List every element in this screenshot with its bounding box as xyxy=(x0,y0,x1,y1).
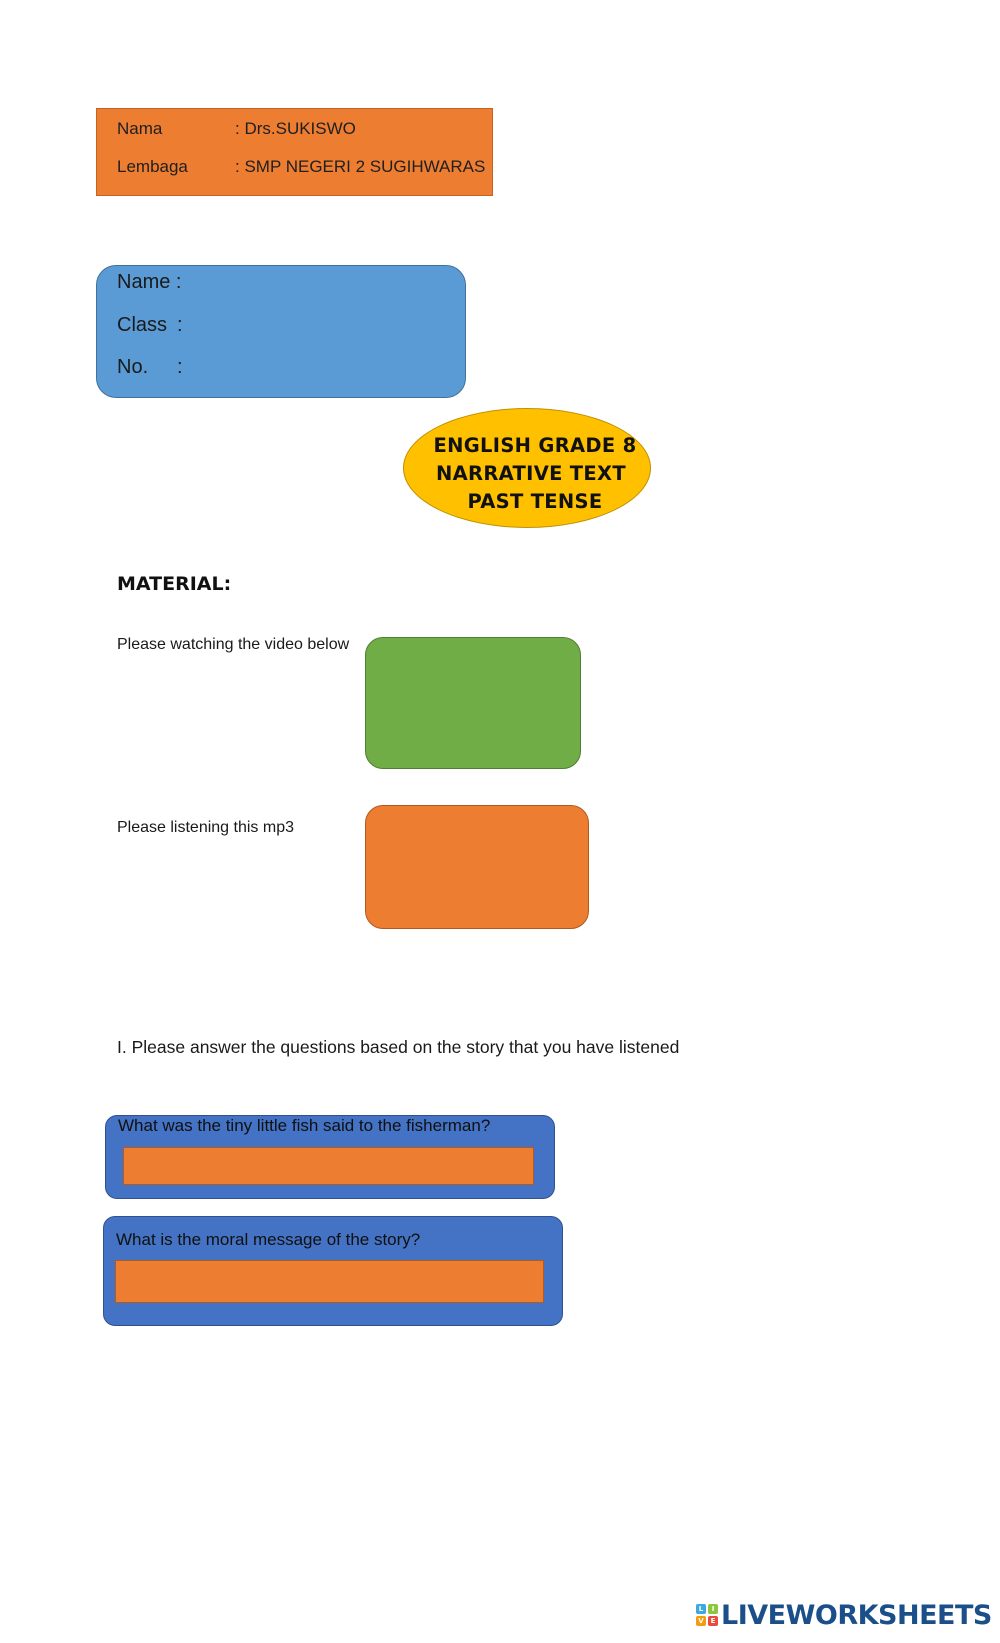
logo-grid-icon xyxy=(696,1604,718,1626)
teacher-info-box xyxy=(96,108,493,196)
question-text-2: What is the moral message of the story? xyxy=(116,1230,421,1249)
audio-player[interactable] xyxy=(365,805,589,929)
logo-tile-i: I xyxy=(708,1604,718,1614)
title-line-1: ENGLISH GRADE 8 xyxy=(433,434,637,457)
material-heading: MATERIAL: xyxy=(117,573,232,595)
student-no-label: No. xyxy=(117,356,149,378)
student-no-colon: : xyxy=(177,356,183,378)
question-box-2 xyxy=(103,1216,563,1326)
answer-field-1[interactable] xyxy=(123,1147,534,1185)
info-row-nama xyxy=(117,119,356,139)
info-label-nama: Nama xyxy=(117,119,163,138)
student-class-label: Class xyxy=(117,314,168,336)
audio-instruction: Please listening this mp3 xyxy=(117,819,294,836)
student-info-box xyxy=(96,265,466,398)
logo-tile-v: V xyxy=(696,1616,706,1626)
logo-text: LIVEWORKSHEETS xyxy=(721,1599,992,1631)
video-instruction: Please watching the video below xyxy=(117,636,350,653)
info-row-lembaga xyxy=(117,157,486,177)
answer-field-2[interactable] xyxy=(115,1260,544,1303)
question-box-1 xyxy=(105,1115,555,1199)
student-class-row xyxy=(117,314,183,337)
info-label-lembaga: Lembaga xyxy=(117,157,188,176)
logo-tile-l: L xyxy=(696,1604,706,1614)
logo-tile-e: E xyxy=(708,1616,718,1626)
student-no-row xyxy=(117,356,183,379)
questions-instruction: I. Please answer the questions based on the story that you have listened xyxy=(117,1037,680,1057)
student-class-colon: : xyxy=(177,314,183,336)
info-value-lembaga: : SMP NEGERI 2 SUGIHWARAS xyxy=(235,157,486,176)
worksheet-title-badge xyxy=(403,408,651,528)
liveworksheets-logo xyxy=(696,1599,992,1631)
student-name-label: Name : xyxy=(117,271,182,293)
video-player[interactable] xyxy=(365,637,581,769)
title-line-3: PAST TENSE xyxy=(467,490,603,513)
info-value-nama: : Drs.SUKISWO xyxy=(235,119,356,138)
title-line-2: NARRATIVE TEXT xyxy=(436,462,626,485)
question-text-1: What was the tiny little fish said to the fisherman? xyxy=(118,1116,491,1135)
